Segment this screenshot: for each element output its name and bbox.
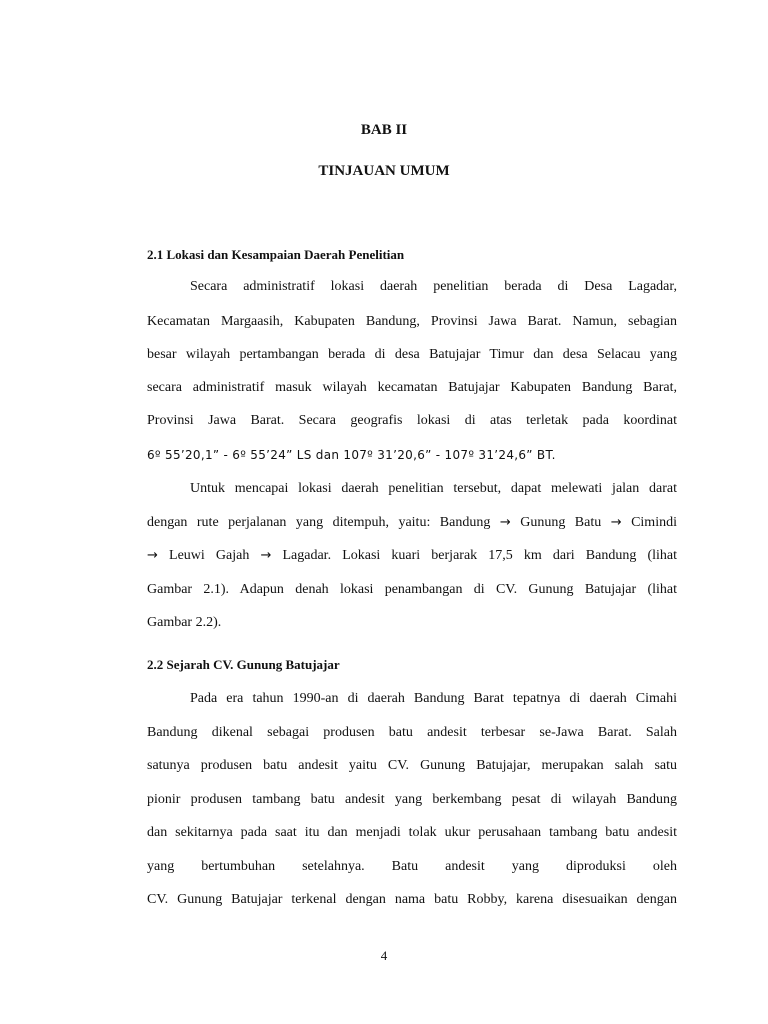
paragraph-line: yang bertumbuhan setelahnya. Batu andesit yang diproduksi oleh [147, 859, 677, 874]
paragraph-line: Provinsi Jawa Barat. Secara geografis lokasi di atas terletak pada koordinat [147, 413, 677, 428]
route-text: Cimindi [621, 515, 677, 530]
coordinate-line: 6º 55’20,1” - 6º 55’24” LS dan 107º 31’20,6” - 107º 31’24,6” BT. [147, 448, 556, 462]
arrow-right-icon: → [499, 515, 511, 530]
arrow-right-icon: → [610, 515, 622, 530]
paragraph-line: CV. Gunung Batujajar terkenal dengan nama batu Robby, karena disesuaikan dengan [147, 892, 677, 907]
paragraph-line: Pada era tahun 1990-an di daerah Bandung Barat tepatnya di daerah Cimahi [190, 691, 677, 706]
paragraph-line: secara administratif masuk wilayah kecamatan Batujajar Kabupaten Bandung Barat, [147, 380, 677, 395]
paragraph-line: besar wilayah pertambangan berada di desa Batujajar Timur dan desa Selacau yang [147, 347, 677, 362]
arrow-right-icon: → [147, 548, 158, 563]
paragraph-line: Gambar 2.2). [147, 615, 222, 630]
paragraph-line: Bandung dikenal sebagai produsen batu andesit terbesar se-Jawa Barat. Salah [147, 725, 677, 740]
route-text: dengan rute perjalanan yang ditempuh, yaitu: Bandung [147, 515, 500, 530]
section-heading-2-2: 2.2 Sejarah CV. Gunung Batujajar [147, 657, 340, 672]
paragraph-line: Gambar 2.1). Adapun denah lokasi penambangan di CV. Gunung Batujajar (lihat [147, 582, 677, 597]
paragraph-line: satunya produsen batu andesit yaitu CV. Gunung Batujajar, merupakan salah satu [147, 758, 677, 773]
paragraph-line: dan sekitarnya pada saat itu dan menjadi tolak ukur perusahaan tambang batu andesit [147, 825, 677, 840]
arrow-right-icon: → [260, 548, 272, 563]
paragraph-line: Kecamatan Margaasih, Kabupaten Bandung, Provinsi Jawa Barat. Namun, sebagian [147, 314, 677, 329]
paragraph-line: pionir produsen tambang batu andesit yang berkembang pesat di wilayah Bandung [147, 792, 677, 807]
route-text: Leuwi Gajah [157, 548, 261, 563]
section-heading-2-1: 2.1 Lokasi dan Kesampaian Daerah Penelitian [147, 247, 405, 262]
paragraph-line: Untuk mencapai lokasi daerah penelitian tersebut, dapat melewati jalan darat [190, 481, 677, 496]
chapter-title: TINJAUAN UMUM [318, 163, 450, 179]
route-text: Gunung Batu [510, 515, 611, 530]
route-line [147, 547, 677, 565]
route-text: Lagadar. Lokasi kuari berjarak 17,5 km dari Bandung (lihat [271, 548, 678, 563]
page-number: 4 [380, 948, 388, 963]
chapter-label: BAB II [360, 122, 408, 138]
paragraph-line: Secara administratif lokasi daerah penelitian berada di Desa Lagadar, [190, 279, 677, 294]
route-line [147, 514, 677, 532]
